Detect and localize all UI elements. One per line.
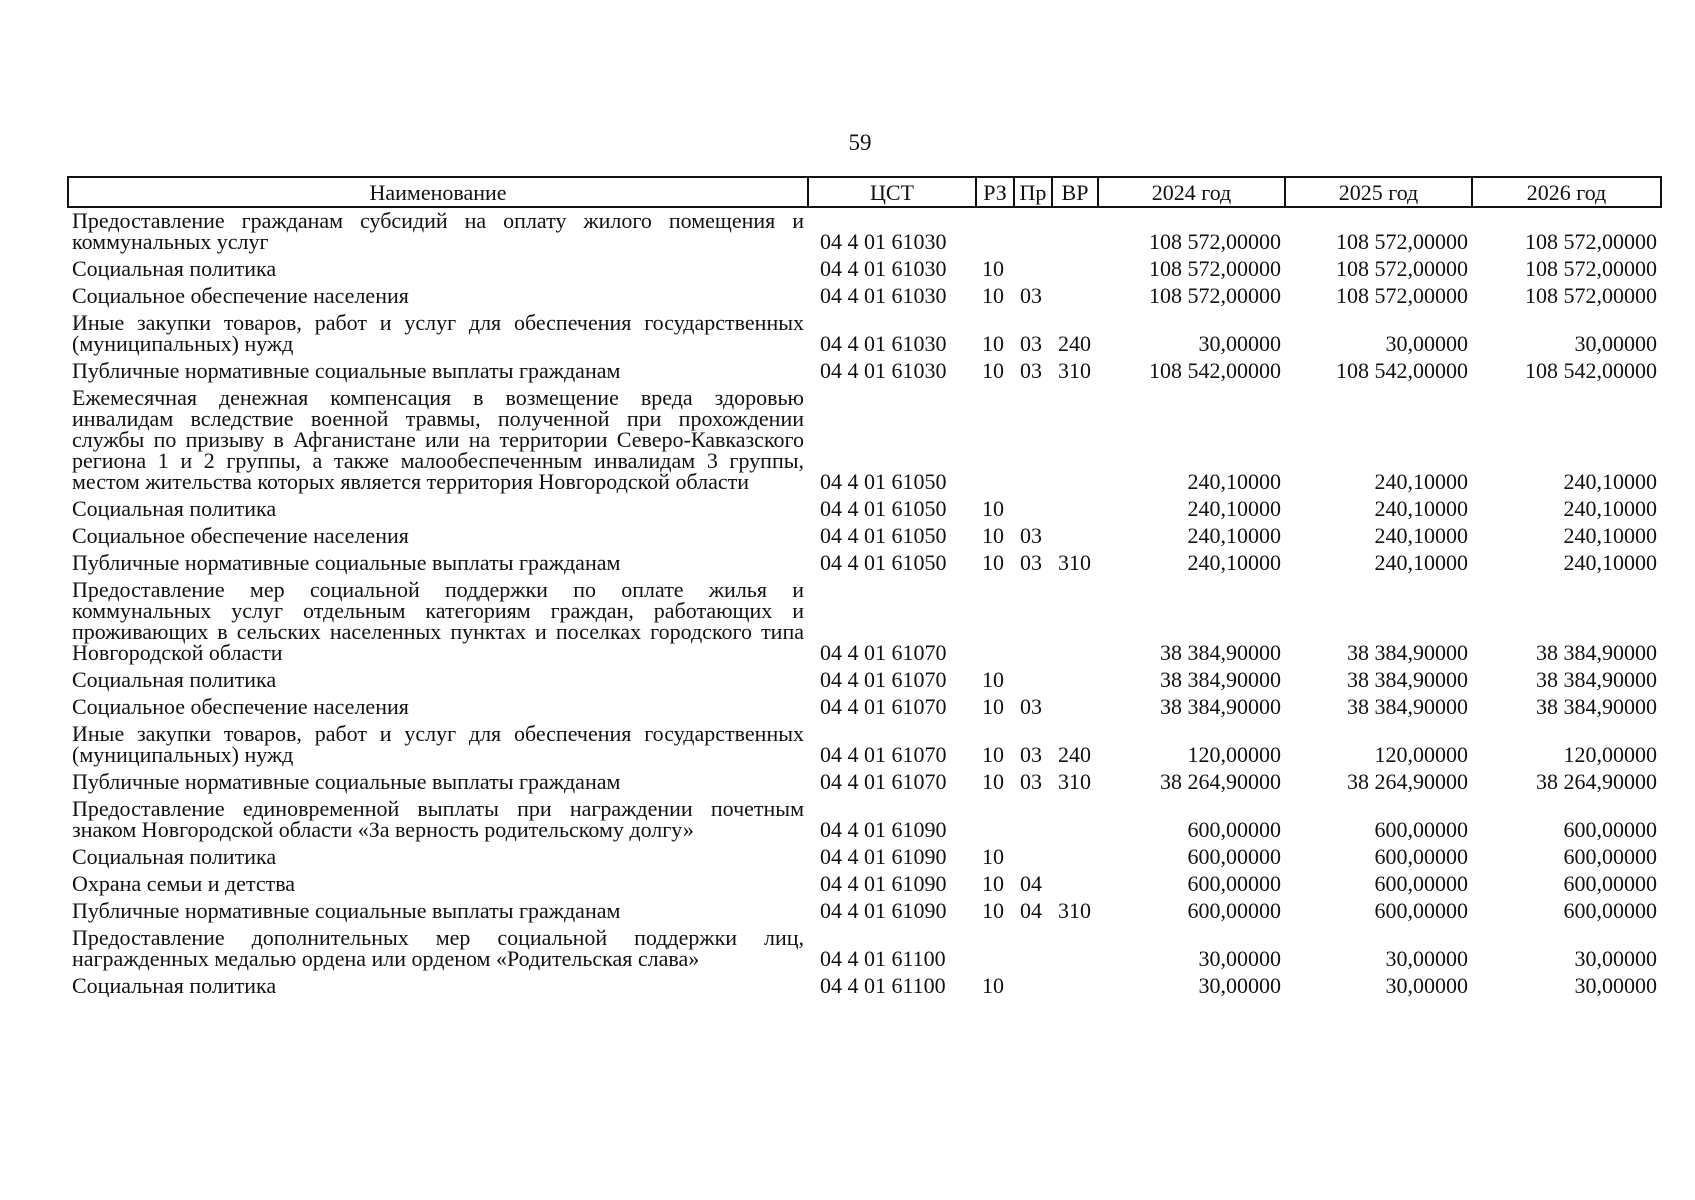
row-pr: 03 — [1020, 742, 1042, 767]
table-row — [68, 796, 1661, 844]
row-rz — [976, 796, 1014, 844]
row-value-2026: 600,00000 — [1563, 844, 1657, 869]
row-value-2024: 38 264,90000 — [1160, 769, 1281, 794]
row-rz: 10 — [982, 871, 1004, 896]
row-value-2024: 30,00000 — [1198, 331, 1281, 356]
table-row — [68, 871, 1661, 898]
table-body — [68, 207, 1661, 1000]
row-value-2025: 240,10000 — [1374, 523, 1468, 548]
row-name: Социальная политика — [72, 667, 277, 692]
row-cst: 04 4 01 61050 — [820, 496, 947, 521]
row-vr: 240 — [1058, 331, 1091, 356]
row-name: Охрана семьи и детства — [72, 871, 296, 896]
row-value-2026: 108 572,00000 — [1525, 256, 1657, 281]
row-cst: 04 4 01 61090 — [820, 871, 947, 896]
row-pr: 03 — [1020, 358, 1042, 383]
row-rz: 10 — [982, 550, 1004, 575]
row-rz: 10 — [982, 694, 1004, 719]
row-rz — [976, 385, 1014, 496]
row-vr — [1052, 796, 1098, 844]
row-cst: 04 4 01 61070 — [820, 694, 947, 719]
row-value-2025: 600,00000 — [1374, 844, 1468, 869]
row-rz: 10 — [982, 667, 1004, 692]
row-value-2026: 108 572,00000 — [1525, 229, 1657, 254]
row-pr: 03 — [1020, 694, 1042, 719]
row-vr — [1052, 667, 1098, 694]
row-cst: 04 4 01 61030 — [820, 358, 947, 383]
row-value-2026: 38 264,90000 — [1536, 769, 1657, 794]
table-row — [68, 385, 1661, 496]
table-row — [68, 256, 1661, 283]
row-pr — [1014, 925, 1052, 973]
row-value-2026: 240,10000 — [1563, 496, 1657, 521]
row-pr: 03 — [1020, 550, 1042, 575]
row-cst: 04 4 01 61090 — [820, 844, 947, 869]
row-pr: 03 — [1020, 523, 1042, 548]
row-value-2025: 600,00000 — [1374, 817, 1468, 842]
row-pr: 04 — [1020, 898, 1042, 923]
row-vr — [1052, 844, 1098, 871]
row-pr — [1014, 973, 1052, 1000]
row-value-2024: 120,00000 — [1187, 742, 1281, 767]
row-value-2024: 240,10000 — [1187, 469, 1281, 494]
table-row — [68, 523, 1661, 550]
row-vr — [1052, 577, 1098, 667]
row-name: Социальное обеспечение населения — [72, 694, 409, 719]
row-cst: 04 4 01 61030 — [820, 283, 947, 308]
row-value-2025: 240,10000 — [1374, 469, 1468, 494]
row-value-2024: 108 572,00000 — [1149, 283, 1281, 308]
row-name: Предоставление единовременной выплаты при награждении почетным знаком Новгородской области «За верность родительскому долгу» — [72, 796, 804, 842]
table-header-row — [68, 177, 1661, 207]
header-2026: 2026 год — [1472, 177, 1661, 207]
row-value-2024: 30,00000 — [1198, 946, 1281, 971]
row-value-2025: 38 264,90000 — [1347, 769, 1468, 794]
row-pr — [1014, 796, 1052, 844]
row-pr — [1014, 577, 1052, 667]
row-value-2024: 38 384,90000 — [1160, 694, 1281, 719]
row-value-2025: 108 572,00000 — [1336, 256, 1468, 281]
row-pr — [1014, 207, 1052, 256]
row-value-2026: 30,00000 — [1574, 946, 1657, 971]
row-value-2026: 600,00000 — [1563, 817, 1657, 842]
row-value-2024: 38 384,90000 — [1160, 640, 1281, 665]
table-row — [68, 844, 1661, 871]
row-vr: 310 — [1058, 898, 1091, 923]
row-value-2026: 108 572,00000 — [1525, 283, 1657, 308]
row-cst: 04 4 01 61070 — [820, 667, 947, 692]
row-rz — [976, 577, 1014, 667]
row-rz: 10 — [982, 973, 1004, 998]
row-value-2026: 30,00000 — [1574, 331, 1657, 356]
row-name: Предоставление мер социальной поддержки по оплате жилья и коммунальных услуг отдельным категориям граждан, работающих и проживающих в сельских населенных пунктах и поселках городского типа Новгородской области — [72, 577, 804, 665]
row-pr: 03 — [1020, 769, 1042, 794]
row-pr — [1014, 256, 1052, 283]
row-name: Иные закупки товаров, работ и услуг для обеспечения государственных (муниципальных) нужд — [72, 721, 804, 767]
row-value-2024: 600,00000 — [1187, 871, 1281, 896]
row-vr — [1052, 871, 1098, 898]
row-rz: 10 — [982, 523, 1004, 548]
row-value-2025: 30,00000 — [1385, 973, 1468, 998]
table-row — [68, 310, 1661, 358]
table-row — [68, 973, 1661, 1000]
row-vr — [1052, 256, 1098, 283]
row-rz: 10 — [982, 496, 1004, 521]
row-vr: 310 — [1058, 358, 1091, 383]
row-cst: 04 4 01 61050 — [820, 469, 947, 494]
row-cst: 04 4 01 61090 — [820, 817, 947, 842]
row-cst: 04 4 01 61050 — [820, 550, 947, 575]
header-pr: Пр — [1014, 177, 1052, 207]
row-rz: 10 — [982, 898, 1004, 923]
row-name: Социальная политика — [72, 844, 277, 869]
header-rz: РЗ — [976, 177, 1014, 207]
row-cst: 04 4 01 61090 — [820, 898, 947, 923]
table-row — [68, 577, 1661, 667]
row-value-2026: 30,00000 — [1574, 973, 1657, 998]
table-row — [68, 550, 1661, 577]
row-value-2024: 240,10000 — [1187, 523, 1281, 548]
row-rz: 10 — [982, 358, 1004, 383]
table-row — [68, 283, 1661, 310]
row-pr — [1014, 385, 1052, 496]
row-value-2024: 600,00000 — [1187, 844, 1281, 869]
row-vr — [1052, 496, 1098, 523]
row-pr — [1014, 496, 1052, 523]
row-name: Социальная политика — [72, 496, 277, 521]
table-row — [68, 769, 1661, 796]
row-rz: 10 — [982, 331, 1004, 356]
row-rz: 10 — [982, 844, 1004, 869]
row-value-2025: 38 384,90000 — [1347, 640, 1468, 665]
row-value-2024: 600,00000 — [1187, 898, 1281, 923]
row-cst: 04 4 01 61100 — [820, 946, 946, 971]
table-row — [68, 721, 1661, 769]
row-cst: 04 4 01 61030 — [820, 229, 947, 254]
page-number: 59 — [848, 130, 872, 155]
row-value-2026: 240,10000 — [1563, 523, 1657, 548]
row-value-2024: 108 572,00000 — [1149, 229, 1281, 254]
row-value-2024: 600,00000 — [1187, 817, 1281, 842]
row-cst: 04 4 01 61070 — [820, 640, 947, 665]
row-value-2026: 38 384,90000 — [1536, 667, 1657, 692]
row-pr: 04 — [1020, 871, 1042, 896]
header-name: Наименование — [68, 177, 808, 207]
row-value-2026: 38 384,90000 — [1536, 640, 1657, 665]
row-name: Социальная политика — [72, 973, 277, 998]
row-value-2025: 38 384,90000 — [1347, 694, 1468, 719]
row-pr: 03 — [1020, 283, 1042, 308]
row-vr: 240 — [1058, 742, 1091, 767]
row-value-2025: 240,10000 — [1374, 496, 1468, 521]
row-name: Публичные нормативные социальные выплаты гражданам — [72, 769, 621, 794]
header-vr: ВР — [1052, 177, 1098, 207]
header-2025: 2025 год — [1285, 177, 1472, 207]
row-value-2024: 240,10000 — [1187, 496, 1281, 521]
row-cst: 04 4 01 61070 — [820, 742, 947, 767]
row-value-2026: 240,10000 — [1563, 550, 1657, 575]
row-value-2025: 108 542,00000 — [1336, 358, 1468, 383]
row-value-2025: 108 572,00000 — [1336, 283, 1468, 308]
row-name: Социальная политика — [72, 256, 277, 281]
row-value-2024: 240,10000 — [1187, 550, 1281, 575]
row-value-2026: 600,00000 — [1563, 898, 1657, 923]
table-row — [68, 694, 1661, 721]
row-pr — [1014, 844, 1052, 871]
row-pr — [1014, 667, 1052, 694]
row-name: Предоставление дополнительных мер социальной поддержки лиц, награжденных медалью ордена или орденом «Родительская слава» — [72, 925, 804, 971]
row-rz: 10 — [982, 283, 1004, 308]
row-cst: 04 4 01 61030 — [820, 331, 947, 356]
table-row — [68, 358, 1661, 385]
row-rz: 10 — [982, 742, 1004, 767]
row-value-2025: 240,10000 — [1374, 550, 1468, 575]
row-value-2026: 120,00000 — [1563, 742, 1657, 767]
row-value-2025: 120,00000 — [1374, 742, 1468, 767]
row-value-2026: 38 384,90000 — [1536, 694, 1657, 719]
row-value-2025: 600,00000 — [1374, 871, 1468, 896]
row-value-2026: 108 542,00000 — [1525, 358, 1657, 383]
table-row — [68, 496, 1661, 523]
row-name: Социальное обеспечение населения — [72, 283, 409, 308]
row-value-2024: 30,00000 — [1198, 973, 1281, 998]
row-rz — [976, 207, 1014, 256]
row-name: Иные закупки товаров, работ и услуг для обеспечения государственных (муниципальных) нужд — [72, 310, 804, 356]
row-name: Публичные нормативные социальные выплаты гражданам — [72, 358, 621, 383]
table-row — [68, 925, 1661, 973]
row-vr: 310 — [1058, 550, 1091, 575]
row-rz: 10 — [982, 769, 1004, 794]
row-vr: 310 — [1058, 769, 1091, 794]
row-rz — [976, 925, 1014, 973]
row-name: Публичные нормативные социальные выплаты гражданам — [72, 550, 621, 575]
row-vr — [1052, 925, 1098, 973]
row-value-2025: 108 572,00000 — [1336, 229, 1468, 254]
header-2024: 2024 год — [1098, 177, 1285, 207]
row-cst: 04 4 01 61030 — [820, 256, 947, 281]
row-name: Публичные нормативные социальные выплаты гражданам — [72, 898, 621, 923]
row-vr — [1052, 694, 1098, 721]
table-row — [68, 667, 1661, 694]
row-cst: 04 4 01 61100 — [820, 973, 946, 998]
budget-table — [67, 176, 1662, 1000]
row-value-2025: 30,00000 — [1385, 946, 1468, 971]
row-value-2025: 38 384,90000 — [1347, 667, 1468, 692]
row-value-2026: 600,00000 — [1563, 871, 1657, 896]
row-name: Ежемесячная денежная компенсация в возмещение вреда здоровью инвалидам вследствие военной травмы, полученной при прохождении службы по призыву в Афганистане или на территории Северо-Кавказского региона 1 и 2 группы, а также малообеспеченным инвалидам 3 группы, местом жительства которых является территория Новгородской области — [72, 385, 804, 494]
row-value-2024: 108 542,00000 — [1149, 358, 1281, 383]
row-vr — [1052, 973, 1098, 1000]
row-vr — [1052, 385, 1098, 496]
row-value-2025: 600,00000 — [1374, 898, 1468, 923]
row-value-2026: 240,10000 — [1563, 469, 1657, 494]
row-pr: 03 — [1020, 331, 1042, 356]
row-rz: 10 — [982, 256, 1004, 281]
row-name: Предоставление гражданам субсидий на оплату жилого помещения и коммунальных услуг — [72, 208, 804, 254]
row-vr — [1052, 207, 1098, 256]
table-row — [68, 898, 1661, 925]
row-value-2024: 108 572,00000 — [1149, 256, 1281, 281]
row-name: Социальное обеспечение населения — [72, 523, 409, 548]
row-cst: 04 4 01 61070 — [820, 769, 947, 794]
header-cst: ЦСТ — [808, 177, 976, 207]
row-value-2024: 38 384,90000 — [1160, 667, 1281, 692]
row-vr — [1052, 523, 1098, 550]
row-cst: 04 4 01 61050 — [820, 523, 947, 548]
row-value-2025: 30,00000 — [1385, 331, 1468, 356]
table-row — [68, 207, 1661, 256]
row-vr — [1052, 283, 1098, 310]
